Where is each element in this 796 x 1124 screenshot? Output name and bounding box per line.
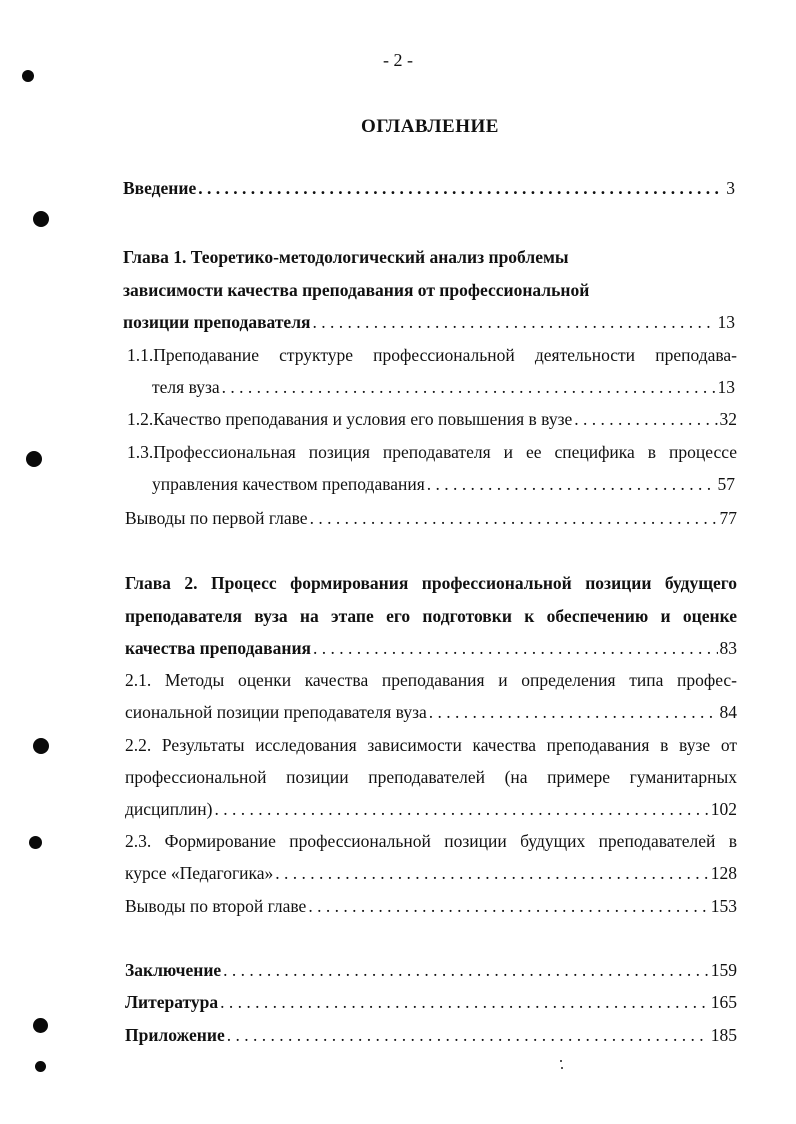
binder-hole xyxy=(29,836,42,849)
page-number: - 2 - xyxy=(383,50,413,70)
chapter-heading-line: Глава 1. Теоретико-методологический анализ проблемы xyxy=(123,247,569,267)
toc-page: 185 xyxy=(710,1025,737,1045)
leader-dots xyxy=(222,375,716,399)
binder-hole xyxy=(33,1018,48,1033)
chapter-heading-line: зависимости качества преподавания от профессиональной xyxy=(123,280,590,300)
toc-entry-section-2-1[interactable] xyxy=(125,700,737,724)
leader-dots xyxy=(275,861,708,885)
toc-page: 128 xyxy=(710,863,737,883)
binder-hole xyxy=(33,738,49,754)
leader-dots xyxy=(574,407,717,431)
toc-label: качества преподавания xyxy=(125,638,312,658)
toc-label: Введение xyxy=(123,178,197,198)
toc-entry-section-1-1[interactable] xyxy=(152,375,735,399)
binder-hole xyxy=(26,451,42,467)
toc-entry-conclusion[interactable] xyxy=(125,958,737,982)
toc-entry-chapter-2[interactable] xyxy=(125,636,737,660)
toc-entry-section-1-3[interactable] xyxy=(152,472,735,496)
leader-dots xyxy=(198,176,724,200)
binder-hole xyxy=(33,211,49,227)
chapter-heading-line: преподавателя вуза на этапе его подготовки к обеспечению и оценке xyxy=(125,606,737,626)
toc-entry-appendix[interactable] xyxy=(125,1023,737,1047)
leader-dots xyxy=(308,894,708,918)
toc-label: Выводы по второй главе xyxy=(125,896,307,916)
toc-label: Заключение xyxy=(125,960,222,980)
toc-page: 77 xyxy=(719,508,737,528)
toc-section-line: 2.3. Формирование профессиональной позиции будущих преподавателей в xyxy=(125,831,737,851)
binder-hole xyxy=(22,70,34,82)
toc-page: 13 xyxy=(717,377,735,397)
toc-section-line: 1.1.Преподавание структуре профессиональной деятельности преподава- xyxy=(127,345,737,365)
toc-page: 57 xyxy=(717,474,735,494)
toc-entry-literature[interactable] xyxy=(125,990,737,1014)
leader-dots xyxy=(223,958,709,982)
toc-page: 32 xyxy=(719,409,737,429)
toc-label: позиции преподавателя xyxy=(123,312,311,332)
chapter-heading-line: Глава 2. Процесс формирования профессиональной позиции будущего xyxy=(125,573,737,593)
toc-page: 84 xyxy=(719,702,737,722)
toc-section-line: 2.1. Методы оценки качества преподавания и определения типа профес- xyxy=(125,670,737,690)
leader-dots xyxy=(427,472,716,496)
toc-label: Литература xyxy=(125,992,219,1012)
toc-entry-conclusions-1[interactable] xyxy=(125,506,737,530)
leader-dots xyxy=(313,636,717,660)
toc-entry-section-2-3[interactable] xyxy=(125,861,737,885)
toc-page: 153 xyxy=(710,896,737,916)
toc-page: 13 xyxy=(717,312,735,332)
toc-label: дисциплин) xyxy=(125,799,213,819)
toc-page: 159 xyxy=(710,960,737,980)
toc-section-line: профессиональной позиции преподавателей (на примере гуманитарных xyxy=(125,767,737,787)
page-title: ОГЛАВЛЕНИЕ xyxy=(361,116,499,137)
scan-speck xyxy=(561,1067,563,1069)
leader-dots xyxy=(227,1023,709,1047)
leader-dots xyxy=(214,797,708,821)
toc-label: Приложение xyxy=(125,1025,225,1045)
toc-section-line: 1.3.Профессиональная позиция преподавателя и ее специфика в процессе xyxy=(127,442,737,462)
binder-hole xyxy=(35,1061,46,1072)
toc-entry-conclusions-2[interactable] xyxy=(125,894,737,918)
scan-speck xyxy=(560,1060,562,1062)
toc-label: теля вуза xyxy=(152,377,220,397)
toc-page: 3 xyxy=(726,178,735,198)
toc-label: управления качеством преподавания xyxy=(152,474,425,494)
toc-entry-intro[interactable] xyxy=(123,176,735,200)
leader-dots xyxy=(312,310,715,334)
leader-dots xyxy=(429,700,718,724)
toc-entry-chapter-1[interactable] xyxy=(123,310,735,334)
toc-label: сиональной позиции преподавателя вуза xyxy=(125,702,427,722)
toc-label: 1.2.Качество преподавания и условия его повышения в вузе xyxy=(127,409,573,429)
toc-section-line: 2.2. Результаты исследования зависимости качества преподавания в вузе от xyxy=(125,735,737,755)
toc-label: Выводы по первой главе xyxy=(125,508,308,528)
leader-dots xyxy=(220,990,709,1014)
leader-dots xyxy=(310,506,718,530)
toc-page: 165 xyxy=(710,992,737,1012)
toc-page: 102 xyxy=(710,799,737,819)
toc-entry-section-1-2[interactable] xyxy=(127,407,737,431)
toc-label: курсе «Педагогика» xyxy=(125,863,274,883)
toc-entry-section-2-2[interactable] xyxy=(125,797,737,821)
toc-page: 83 xyxy=(719,638,737,658)
